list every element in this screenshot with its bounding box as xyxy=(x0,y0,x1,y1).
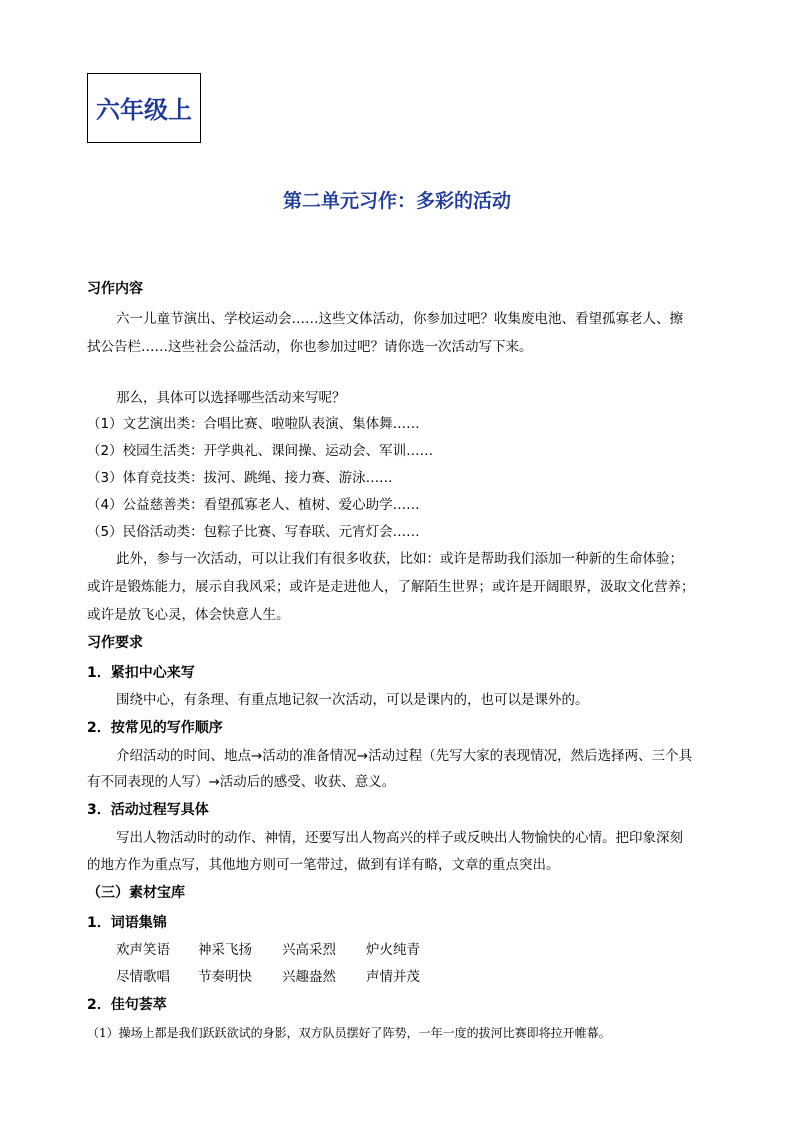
word-item: 神采飞扬 xyxy=(198,942,252,958)
paragraph-line: 六一儿童节演出、学校运动会……这些文体活动，你参加过吧？收集废电池、看望孤寡老人、擦 xyxy=(116,311,683,327)
list-item: （3）体育竞技类：拔河、跳绳、接力赛、游泳…… xyxy=(87,470,393,486)
list-item: （4）公益慈善类：看望孤寡老人、植树、爱心助学…… xyxy=(87,497,420,513)
requirement-title: 3．活动过程写具体 xyxy=(87,802,209,818)
sentence-item: （1）操场上都是我们跃跃欲试的身影，双方队员摆好了阵势，一年一度的拔河比赛即将拉开帷幕。 xyxy=(87,1026,611,1040)
subsection-title: 2．佳句荟萃 xyxy=(87,997,167,1013)
word-item: 兴趣盎然 xyxy=(282,969,336,985)
word-item: 声情并茂 xyxy=(366,969,420,985)
section-heading-materials: （三）素材宝库 xyxy=(87,885,185,901)
paragraph-line: 介绍活动的时间、地点→活动的准备情况→活动过程（先写大家的表现情况，然后选择两、三个具 xyxy=(116,748,693,764)
subsection-title: 1．词语集锦 xyxy=(87,915,167,931)
requirement-title: 2．按常见的写作顺序 xyxy=(87,720,223,736)
word-item: 欢声笑语 xyxy=(116,942,170,958)
section-heading-requirements: 习作要求 xyxy=(87,635,143,651)
word-item: 兴高采烈 xyxy=(282,942,336,958)
section-heading-content: 习作内容 xyxy=(87,281,143,297)
grade-label-box xyxy=(87,73,201,143)
paragraph-line: 写出人物活动时的动作、神情，还要写出人物高兴的样子或反映出人物愉快的心情。把印象深刻 xyxy=(116,830,683,846)
page-title: 第二单元习作：多彩的活动 xyxy=(282,190,511,212)
word-item: 炉火纯青 xyxy=(366,942,420,958)
word-item: 尽情歌唱 xyxy=(116,969,170,985)
paragraph-line: 或许是放飞心灵，体会快意人生。 xyxy=(87,607,290,623)
word-item: 节奏明快 xyxy=(198,969,252,985)
paragraph-line: 此外，参与一次活动，可以让我们有很多收获，比如：或许是帮助我们添加一种新的生命体验； xyxy=(116,551,683,567)
paragraph-line: 或许是锻炼能力，展示自我风采；或许是走进他人，了解陌生世界；或许是开阔眼界，汲取文化营养； xyxy=(87,579,695,595)
grade-label: 六年级上 xyxy=(96,96,192,124)
paragraph-line: 有不同表现的人写）→活动后的感受、收获、意义。 xyxy=(87,774,396,790)
paragraph-line: 的地方作为重点写，其他地方则可一笔带过，做到有详有略，文章的重点突出。 xyxy=(87,857,560,873)
list-item: （5）民俗活动类：包粽子比赛、写春联、元宵灯会…… xyxy=(87,524,420,540)
list-item: （1）文艺演出类：合唱比赛、啦啦队表演、集体舞…… xyxy=(87,416,420,432)
paragraph-line: 围绕中心，有条理、有重点地记叙一次活动，可以是课内的，也可以是课外的。 xyxy=(116,692,589,708)
requirement-title: 1．紧扣中心来写 xyxy=(87,665,195,681)
paragraph-line: 那么，具体可以选择哪些活动来写呢？ xyxy=(116,390,346,406)
list-item: （2）校园生活类：开学典礼、课间操、运动会、军训…… xyxy=(87,443,434,459)
paragraph-line: 拭公告栏……这些社会公益活动，你也参加过吧？请你选一次活动写下来。 xyxy=(87,339,533,355)
